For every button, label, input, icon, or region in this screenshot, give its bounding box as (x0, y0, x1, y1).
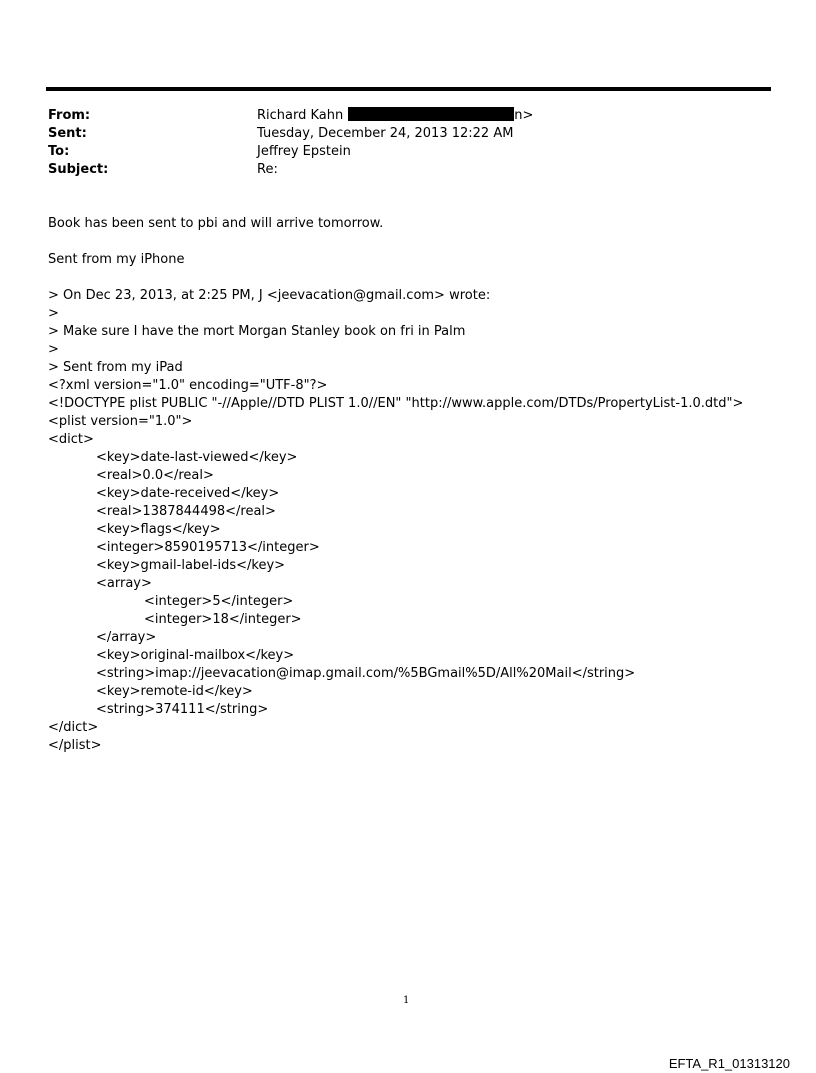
to-label: To: (48, 144, 70, 159)
xml-line: <real>1387844498</real> (96, 504, 276, 519)
xml-line: <string>imap://jeevacation@imap.gmail.com/%5BGmail%5D/All%20Mail</string> (96, 666, 636, 681)
xml-line: <integer>8590195713</integer> (96, 540, 320, 555)
subject-label: Subject: (48, 162, 109, 177)
from-name: Richard Kahn (257, 108, 344, 123)
page-number: 1 (403, 995, 410, 1006)
xml-line: <key>original-mailbox</key> (96, 648, 295, 663)
xml-line: <integer>5</integer> (144, 594, 294, 609)
xml-line: <integer>18</integer> (144, 612, 302, 627)
xml-line: <array> (96, 576, 152, 591)
xml-line: <plist version="1.0"> (48, 414, 193, 429)
xml-line: </dict> (48, 720, 99, 735)
xml-line: <key>date-last-viewed</key> (96, 450, 298, 465)
from-label: From: (48, 108, 91, 123)
xml-line: <?xml version="1.0" encoding="UTF-8"?> (48, 378, 328, 393)
quoted-line: > Sent from my iPad (48, 360, 183, 375)
from-email-tail: n> (514, 108, 534, 123)
sent-value: Tuesday, December 24, 2013 12:22 AM (257, 126, 514, 141)
redaction-block (348, 107, 514, 121)
xml-line: <key>date-received</key> (96, 486, 280, 501)
subject-value: Re: (257, 162, 278, 177)
xml-line: <key>gmail-label-ids</key> (96, 558, 286, 573)
sent-label: Sent: (48, 126, 87, 141)
xml-line: <!DOCTYPE plist PUBLIC "-//Apple//DTD PLIST 1.0//EN" "http://www.apple.com/DTDs/PropertyList-1.0.dtd"> (48, 396, 744, 411)
xml-line: </array> (96, 630, 157, 645)
xml-line: <dict> (48, 432, 94, 447)
xml-line: <real>0.0</real> (96, 468, 214, 483)
xml-line: <key>remote-id</key> (96, 684, 253, 699)
body-line: Sent from my iPhone (48, 252, 185, 267)
quoted-line: > (48, 342, 59, 357)
xml-line: <string>374111</string> (96, 702, 269, 717)
xml-line: </plist> (48, 738, 102, 753)
body-line: Book has been sent to pbi and will arrive tomorrow. (48, 216, 384, 231)
to-value: Jeffrey Epstein (257, 144, 351, 159)
from-value (257, 107, 533, 125)
document-id: EFTA_R1_01313120 (668, 1056, 790, 1071)
header-divider-rule (46, 87, 771, 91)
quoted-line: > On Dec 23, 2013, at 2:25 PM, J <jeevacation@gmail.com> wrote: (48, 288, 491, 303)
quoted-line: > (48, 306, 59, 321)
xml-line: <key>flags</key> (96, 522, 221, 537)
quoted-line: > Make sure I have the mort Morgan Stanley book on fri in Palm (48, 324, 466, 339)
